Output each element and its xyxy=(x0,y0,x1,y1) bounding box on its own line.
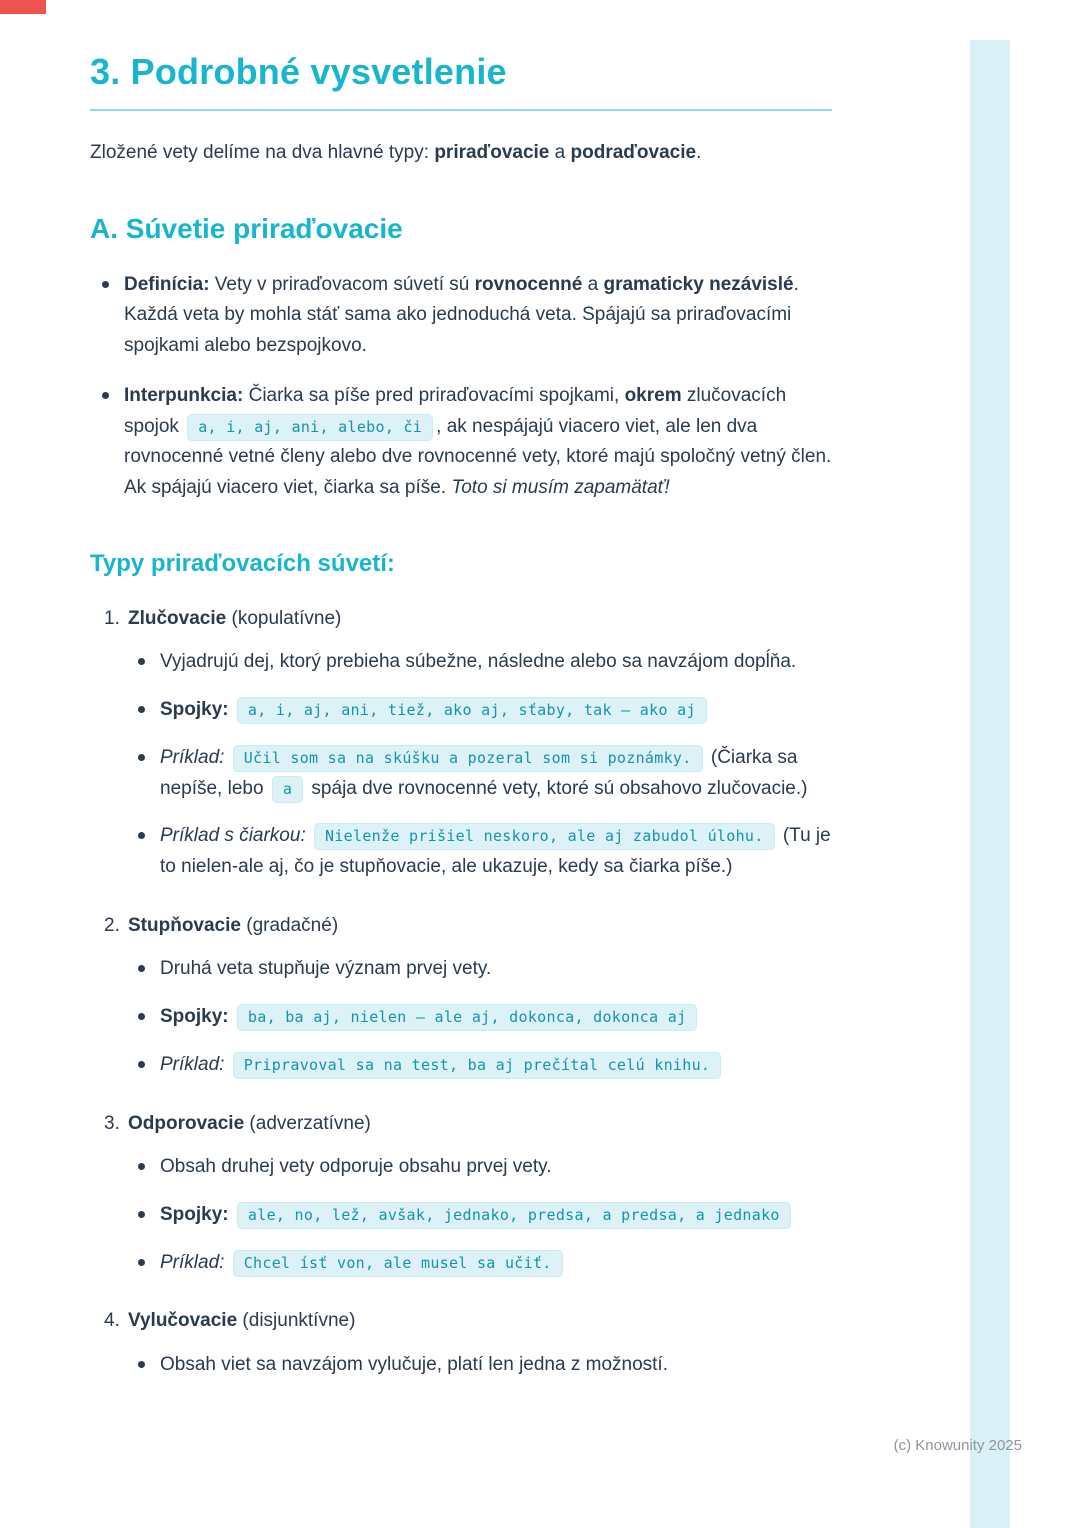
sub-bullet-item xyxy=(138,743,832,805)
text-segment: podraďovacie xyxy=(570,142,697,164)
text-segment: Zložené vety delíme na dva hlavné typy: xyxy=(90,142,435,164)
text-segment: Príklad s čiarkou: xyxy=(160,825,306,847)
document-content xyxy=(90,50,832,1408)
text-segment: Príklad: xyxy=(160,746,225,768)
title-rule xyxy=(90,109,832,111)
code-chip: a, i, aj, ani, tiež, ako aj, sťaby, tak – ako aj xyxy=(237,697,707,724)
text-segment xyxy=(224,747,229,768)
numbered-item xyxy=(104,604,832,883)
text-segment: Stupňovacie xyxy=(128,914,241,936)
sub-bullet-item xyxy=(138,695,832,726)
numbered-item xyxy=(104,911,832,1081)
text-segment: Vety v priraďovacom súvetí sú xyxy=(209,273,475,295)
code-chip: Chcel ísť von, ale musel sa učiť. xyxy=(233,1250,563,1277)
sub-bullet-item xyxy=(138,1152,832,1183)
text-segment: Vylučovacie xyxy=(128,1310,238,1332)
code-chip: a, i, aj, ani, alebo, či xyxy=(187,414,433,441)
text-segment: (gradačné) xyxy=(240,914,339,936)
text-segment: okrem xyxy=(624,384,682,406)
corner-accent xyxy=(0,0,46,14)
text-segment: (disjunktívne) xyxy=(237,1310,356,1332)
bullet-item xyxy=(102,270,832,362)
side-accent-bar xyxy=(970,40,1010,1528)
sub-bullet-item xyxy=(138,954,832,985)
subsection-heading: Typy priraďovacích súvetí: xyxy=(90,549,395,577)
text-segment: Spojky: xyxy=(160,699,229,721)
numbered-item xyxy=(104,1109,832,1279)
text-segment: Druhá veta stupňuje význam prvej vety. xyxy=(160,958,492,980)
text-segment: Spojky: xyxy=(160,1203,229,1225)
text-segment: Čiarka sa píše pred priraďovacími spojkami, xyxy=(243,384,625,406)
text-segment: . xyxy=(696,142,702,164)
numbered-item xyxy=(104,1306,832,1380)
text-segment xyxy=(229,699,234,720)
code-chip: Učil som sa na skúšku a pozeral som si poznámky. xyxy=(233,745,703,772)
sub-bullet-list xyxy=(104,954,832,1080)
watermark: (c) Knowunity 2025 xyxy=(893,1437,1022,1454)
text-segment xyxy=(224,1252,229,1273)
text-segment: (kopulatívne) xyxy=(226,607,342,629)
sub-bullet-item xyxy=(138,647,832,678)
sub-bullet-item xyxy=(138,821,832,883)
numbered-item-heading xyxy=(104,1109,832,1139)
code-chip: Pripravoval sa na test, ba aj prečítal celú knihu. xyxy=(233,1052,722,1079)
item-number: 4. xyxy=(104,1310,120,1332)
sub-bullet-list xyxy=(104,1350,832,1381)
text-segment xyxy=(224,1054,229,1075)
text-segment xyxy=(229,1204,234,1225)
text-segment xyxy=(229,1006,234,1027)
text-segment: priraďovacie xyxy=(434,142,550,164)
paragraph xyxy=(90,138,832,168)
text-segment: Interpunkcia: xyxy=(124,384,244,406)
text-segment: (Čiarka sa nepíše, lebo xyxy=(160,746,798,799)
sub-bullet-item xyxy=(138,1248,832,1279)
text-segment xyxy=(306,825,311,846)
bullet-list xyxy=(90,270,832,504)
numbered-list xyxy=(90,604,832,1381)
text-segment: Príklad: xyxy=(160,1053,225,1075)
item-number: 3. xyxy=(104,1112,120,1134)
sub-bullet-list xyxy=(104,1152,832,1278)
text-segment: zlučovacích spojok xyxy=(124,384,787,437)
text-segment: Toto si musím zapamätať! xyxy=(451,477,670,499)
text-segment: . Každá veta by mohla stáť sama ako jednoduchá veta. Spájajú sa priraďovacími spojkami alebo bezspojkovo. xyxy=(124,273,799,357)
text-segment: (Tu je to nielen-ale aj, čo je stupňovacie, ale ukazuje, kedy sa čiarka píše.) xyxy=(160,825,831,878)
text-segment: Odporovacie xyxy=(128,1112,245,1134)
text-segment: a xyxy=(582,273,604,295)
code-chip: ale, no, lež, avšak, jednako, predsa, a predsa, a jednako xyxy=(237,1202,791,1229)
text-segment: Definícia: xyxy=(124,273,210,295)
text-segment: Obsah druhej vety odporuje obsahu prvej vety. xyxy=(160,1156,552,1177)
text-segment: gramaticky nezávislé xyxy=(603,273,794,295)
text-segment: a xyxy=(549,142,571,164)
numbered-item-heading xyxy=(104,911,832,941)
sub-bullet-item xyxy=(138,1350,832,1381)
sub-bullet-list xyxy=(104,647,832,883)
text-segment: , ak nespájajú viacero viet, ale len dva rovnocenné vetné členy alebo dve rovnocenné vety, ktoré majú spoločný vetný člen. Ak spájajú viacero viet, čiarka sa píše. xyxy=(124,415,832,499)
item-number: 2. xyxy=(104,914,120,936)
code-chip: Nielenže prišiel neskoro, ale aj zabudol úlohu. xyxy=(314,823,775,850)
text-segment: spája dve rovnocenné vety, ktoré sú obsahovo zlučovacie.) xyxy=(306,777,808,799)
bullet-item xyxy=(102,381,832,504)
text-segment: rovnocenné xyxy=(474,273,583,295)
numbered-item-heading xyxy=(104,1306,832,1336)
text-segment: Obsah viet sa navzájom vylučuje, platí len jedna z možností. xyxy=(160,1353,668,1375)
text-segment: (adverzatívne) xyxy=(244,1112,371,1134)
sub-bullet-item xyxy=(138,1002,832,1033)
text-segment: Príklad: xyxy=(160,1251,225,1273)
sub-bullet-item xyxy=(138,1050,832,1081)
sub-bullet-item xyxy=(138,1200,832,1231)
code-chip: a xyxy=(272,776,303,803)
text-segment: Vyjadrujú dej, ktorý prebieha súbežne, následne alebo sa navzájom dopĺňa. xyxy=(160,651,797,673)
page-title: 3. Podrobné vysvetlenie xyxy=(90,51,507,92)
section-heading: A. Súvetie priraďovacie xyxy=(90,212,403,244)
numbered-item-heading xyxy=(104,604,832,634)
text-segment: Zlučovacie xyxy=(128,607,227,629)
code-chip: ba, ba aj, nielen – ale aj, dokonca, dokonca aj xyxy=(237,1004,698,1031)
item-number: 1. xyxy=(104,607,120,629)
text-segment: Spojky: xyxy=(160,1006,229,1028)
